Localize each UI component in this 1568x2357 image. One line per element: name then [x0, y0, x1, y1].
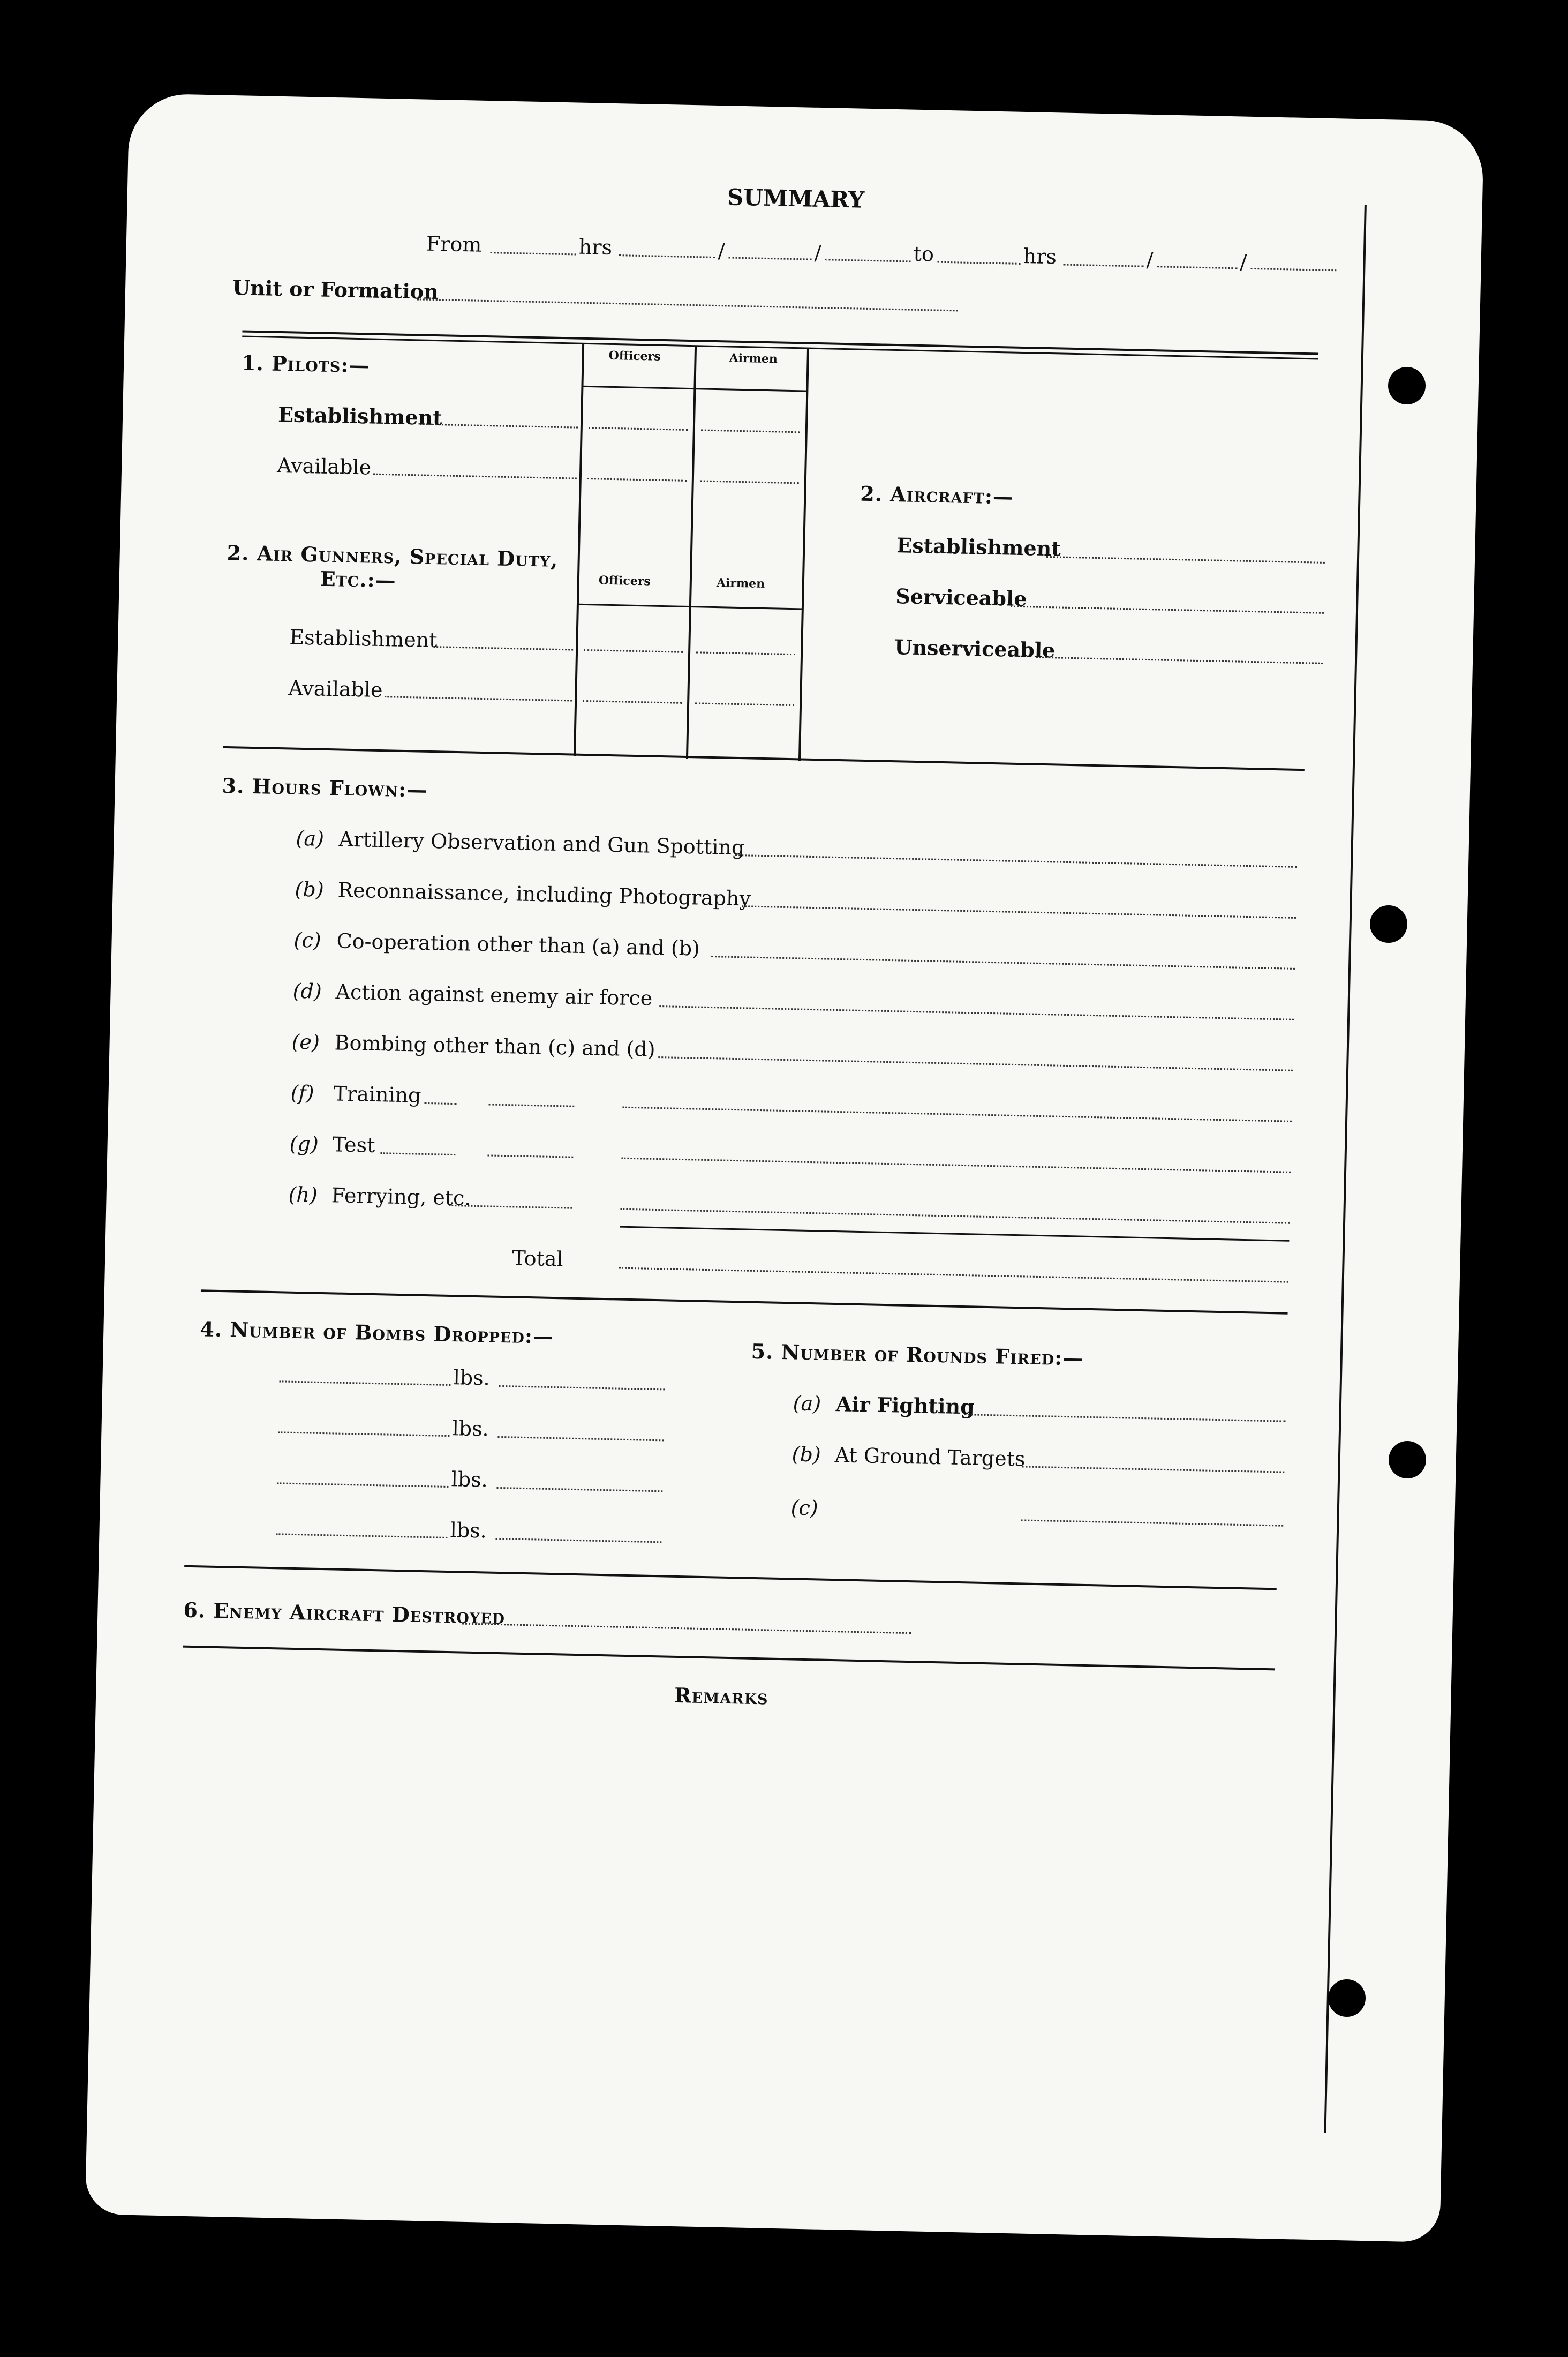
from-month-field[interactable] — [729, 257, 812, 260]
section-rule-4 — [183, 1646, 1275, 1671]
rounds-air-field[interactable] — [964, 1414, 1285, 1422]
gunners-establishment-label: Establishment — [289, 625, 438, 652]
aircraft-unserviceable-label: Unserviceable — [894, 635, 1056, 663]
aircraft-serviceable-label: Serviceable — [895, 584, 1028, 611]
hours-f-col1[interactable] — [488, 1104, 574, 1107]
hours-a-letter: (a) — [296, 826, 325, 851]
from-year-field[interactable] — [825, 259, 910, 262]
hours-h-col2[interactable] — [620, 1208, 1290, 1224]
hours-a-field[interactable] — [735, 854, 1297, 868]
gunners-establishment-officers[interactable] — [584, 649, 683, 653]
hours-b-field[interactable] — [742, 905, 1296, 919]
table-col-line-2 — [686, 346, 697, 759]
gunners-establishment-airmen[interactable] — [696, 651, 795, 655]
aircraft-establishment-field[interactable] — [1046, 556, 1325, 564]
to-slash-1: / — [1146, 247, 1154, 272]
pilots-heading: 1. Pilots:— — [241, 350, 370, 378]
rounds-ground-label: At Ground Targets — [834, 1443, 1026, 1471]
pilots-establishment-label: Establishment — [277, 402, 443, 430]
hours-c-field[interactable] — [711, 956, 1295, 970]
pilots-available-officers[interactable] — [587, 478, 687, 482]
hours-d-label: Action against enemy air force — [335, 980, 653, 1010]
bombs-unit-1: lbs. — [453, 1365, 491, 1390]
from-hrs-field[interactable] — [491, 252, 576, 255]
bombs-count-2[interactable] — [278, 1431, 449, 1437]
form-title: SUMMARY — [727, 184, 865, 213]
to-label: to — [913, 242, 934, 266]
bombs-count-1[interactable] — [279, 1380, 450, 1386]
bombs-weight-3[interactable] — [496, 1487, 662, 1492]
hours-e-letter: (e) — [291, 1030, 320, 1054]
hours-g-letter: (g) — [289, 1131, 319, 1156]
hours-g-label: Test — [332, 1132, 375, 1157]
hours-f-leader — [424, 1102, 456, 1105]
hours-b-label: Reconnaissance, including Photography — [337, 878, 751, 911]
bombs-weight-2[interactable] — [497, 1436, 664, 1441]
hours-e-label: Bombing other than (c) and (d) — [334, 1031, 656, 1061]
hours-total-rule — [620, 1226, 1290, 1242]
enemy-heading: 6. Enemy Aircraft Destroyed — [183, 1597, 506, 1629]
pilots-establishment-leader — [420, 423, 578, 428]
table-col-line-1 — [574, 344, 584, 756]
from-hrs-label: hrs — [578, 235, 613, 259]
from-label: From — [426, 231, 482, 257]
binder-hole-3 — [1389, 1441, 1426, 1478]
to-hrs-label: hrs — [1023, 244, 1057, 269]
bombs-heading: 4. Number of Bombs Dropped:— — [199, 1317, 554, 1349]
to-hrs-field[interactable] — [937, 261, 1020, 265]
hours-total-field[interactable] — [619, 1267, 1288, 1283]
hours-e-field[interactable] — [658, 1056, 1293, 1071]
to-slash-2: / — [1240, 250, 1247, 274]
top-double-rule-1 — [242, 330, 1318, 355]
hours-c-letter: (c) — [293, 928, 322, 952]
binder-hole-2 — [1370, 905, 1407, 943]
pilots-airmen-header: Airmen — [729, 351, 778, 366]
hours-a-label: Artillery Observation and Gun Spotting — [338, 827, 745, 860]
hours-total-label: Total — [511, 1246, 564, 1271]
from-day-field[interactable] — [619, 254, 715, 258]
top-double-rule-2 — [242, 335, 1318, 359]
hours-f-label: Training — [333, 1082, 421, 1107]
unit-label: Unit or Formation — [232, 275, 439, 304]
gunners-available-label: Available — [288, 676, 383, 702]
pilots-available-airmen[interactable] — [700, 480, 799, 484]
right-margin-line — [1324, 205, 1366, 2133]
pilots-establishment-airmen[interactable] — [701, 429, 800, 433]
bombs-count-3[interactable] — [277, 1482, 448, 1488]
aircraft-unserviceable-field[interactable] — [1036, 657, 1323, 664]
gunners-available-airmen[interactable] — [695, 702, 794, 706]
hours-d-letter: (d) — [292, 979, 322, 1003]
unit-field[interactable] — [417, 298, 958, 311]
section-rule-1 — [223, 746, 1305, 771]
to-year-field[interactable] — [1250, 268, 1336, 271]
hours-g-col2[interactable] — [621, 1158, 1291, 1173]
hours-g-col1[interactable] — [487, 1154, 573, 1158]
bombs-weight-1[interactable] — [499, 1385, 665, 1390]
gunners-officers-header: Officers — [598, 573, 651, 589]
bombs-unit-2: lbs. — [452, 1416, 489, 1441]
enemy-field[interactable] — [462, 1623, 911, 1634]
hours-h-letter: (h) — [288, 1182, 318, 1207]
rounds-ground-field[interactable] — [1022, 1466, 1284, 1473]
aircraft-establishment-label: Establishment — [896, 533, 1061, 561]
table-col-line-3 — [798, 349, 809, 761]
binder-hole-4 — [1328, 1979, 1366, 2017]
rounds-ground-letter: (b) — [791, 1442, 821, 1467]
form-page — [85, 93, 1484, 2242]
pilots-establishment-officers[interactable] — [589, 427, 688, 431]
bombs-count-4[interactable] — [276, 1533, 447, 1538]
hours-c-label: Co-operation other than (a) and (b) — [336, 929, 700, 960]
aircraft-serviceable-field[interactable] — [1011, 606, 1324, 614]
gunners-heading-line1: 2. Air Gunners, Special Duty, — [227, 540, 559, 572]
rounds-air-label: Air Fighting — [835, 1392, 975, 1419]
rounds-other-field[interactable] — [1021, 1519, 1283, 1526]
hours-f-col2[interactable] — [622, 1107, 1292, 1122]
pilots-available-leader — [373, 474, 577, 479]
hours-h-label: Ferrying, etc. — [331, 1183, 471, 1210]
to-month-field[interactable] — [1157, 266, 1237, 269]
binder-hole-1 — [1388, 367, 1426, 404]
gunners-heading-line2: Etc.:— — [320, 566, 397, 592]
rounds-air-letter: (a) — [793, 1391, 821, 1416]
gunners-airmen-header: Airmen — [716, 576, 765, 591]
rounds-heading: 5. Number of Rounds Fired:— — [751, 1339, 1084, 1370]
from-slash-1: / — [718, 239, 726, 263]
remarks-heading: Remarks — [674, 1683, 769, 1709]
remarks-area[interactable] — [172, 1713, 1273, 2175]
hours-heading: 3. Hours Flown:— — [222, 773, 428, 802]
section-rule-2 — [201, 1289, 1288, 1315]
bombs-unit-3: lbs. — [451, 1467, 488, 1492]
pilots-available-label: Available — [276, 453, 372, 479]
hours-g-leader — [380, 1152, 455, 1155]
aircraft-heading: 2. Aircraft:— — [860, 481, 1014, 509]
hours-b-letter: (b) — [295, 877, 325, 902]
from-slash-2: / — [814, 241, 822, 265]
gunners-establishment-leader — [434, 646, 573, 650]
pilots-officers-header: Officers — [608, 348, 661, 364]
gunners-available-officers[interactable] — [583, 700, 682, 704]
bombs-unit-4: lbs. — [450, 1518, 487, 1543]
bombs-weight-4[interactable] — [495, 1538, 661, 1543]
gunners-available-leader — [385, 696, 572, 701]
rounds-other-letter: (c) — [790, 1496, 819, 1520]
section-rule-3 — [184, 1565, 1277, 1590]
to-day-field[interactable] — [1063, 264, 1143, 267]
hours-d-field[interactable] — [659, 1005, 1294, 1020]
hours-f-letter: (f) — [290, 1080, 314, 1105]
